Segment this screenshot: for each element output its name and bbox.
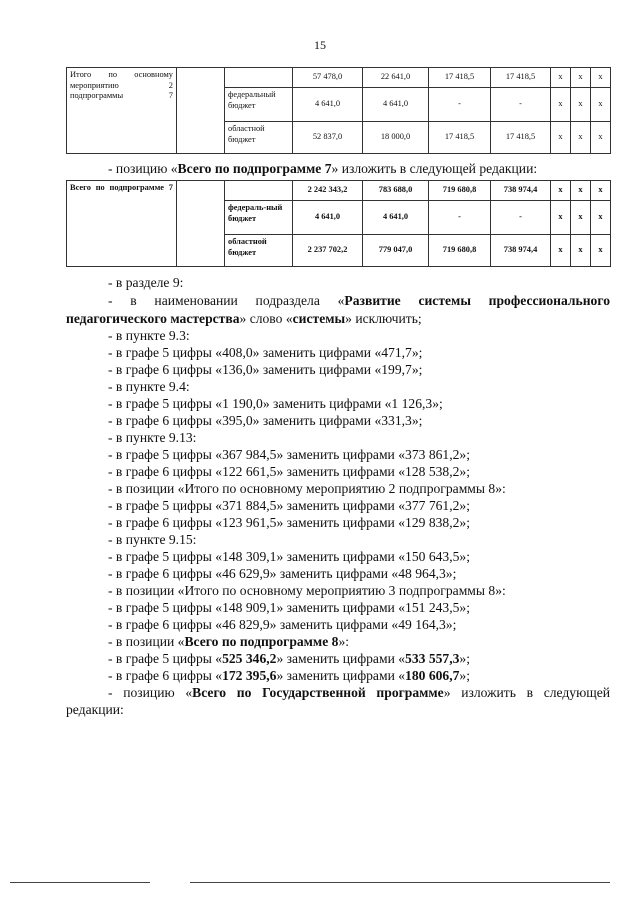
value-cell: - xyxy=(429,88,491,122)
paragraph-line: - в графе 6 цифры «172 395,6» заменить цифрами «180 606,7»; xyxy=(108,668,470,683)
paragraph-line: - в позиции «Всего по подпрограмме 8»: xyxy=(108,634,350,649)
value-cell: 779 047,0 xyxy=(363,235,429,267)
x-cell: x xyxy=(571,68,591,88)
value-cell: 17 418,5 xyxy=(491,68,551,88)
value-cell: 17 418,5 xyxy=(429,122,491,154)
value-cell: 4 641,0 xyxy=(293,88,363,122)
paragraph-line: - в графе 5 цифры «408,0» заменить цифрами «471,7»; xyxy=(108,345,423,360)
value-cell: - xyxy=(491,201,551,235)
x-cell: x xyxy=(571,88,591,122)
footer-divider xyxy=(10,882,150,883)
value-cell: 57 478,0 xyxy=(293,68,363,88)
x-cell: x xyxy=(571,122,591,154)
x-cell: x xyxy=(551,122,571,154)
paragraph-line: - в разделе 9: xyxy=(108,275,184,290)
source-cell: областной бюджет xyxy=(225,122,293,154)
paragraph-line: - позицию «Всего по подпрограмме 7» изложить в следующей редакции: xyxy=(108,161,538,176)
value-cell: 17 418,5 xyxy=(429,68,491,88)
source-cell xyxy=(225,181,293,201)
paragraph-line: - в пункте 9.4: xyxy=(108,379,190,394)
paragraph-line: - в позиции «Итого по основному мероприятию 2 подпрограммы 8»: xyxy=(108,481,506,496)
paragraph-line: - в графе 5 цифры «367 984,5» заменить цифрами «373 861,2»; xyxy=(108,447,470,462)
paragraph-line: - позицию «Всего по Государственной программе» изложить в следующей xyxy=(108,685,611,700)
paragraph-line: - в позиции «Итого по основному мероприятию 3 подпрограммы 8»: xyxy=(108,583,506,598)
value-cell: 4 641,0 xyxy=(293,201,363,235)
x-cell: x xyxy=(591,122,611,154)
value-cell: 18 000,0 xyxy=(363,122,429,154)
paragraph-line: - в графе 5 цифры «371 884,5» заменить цифрами «377 761,2»; xyxy=(108,498,470,513)
source-cell: федеральный бюджет xyxy=(225,88,293,122)
value-cell: 783 688,0 xyxy=(363,181,429,201)
page-number: 15 xyxy=(314,38,326,52)
paragraph-line: - в пункте 9.3: xyxy=(108,328,190,343)
value-cell: 17 418,5 xyxy=(491,122,551,154)
table-row xyxy=(67,181,611,201)
x-cell: x xyxy=(591,68,611,88)
x-cell: x xyxy=(571,201,591,235)
x-cell: x xyxy=(591,235,611,267)
x-cell: x xyxy=(591,181,611,201)
empty-cell xyxy=(177,181,225,267)
paragraph-line: редакции: xyxy=(66,702,124,717)
paragraph-line: - в графе 6 цифры «46 829,9» заменить цифрами «49 164,3»; xyxy=(108,617,457,632)
x-cell: x xyxy=(551,201,571,235)
value-cell: 22 641,0 xyxy=(363,68,429,88)
paragraph-line: - в пункте 9.15: xyxy=(108,532,197,547)
paragraph-line: - в графе 5 цифры «148 909,1» заменить цифрами «151 243,5»; xyxy=(108,600,470,615)
source-cell: федераль-ный бюджет xyxy=(225,201,293,235)
paragraph-line: педагогического мастерства» слово «системы» исключить; xyxy=(66,311,422,326)
paragraph-line: - в графе 5 цифры «525 346,2» заменить цифрами «533 557,3»; xyxy=(108,651,470,666)
paragraph-line: - в графе 6 цифры «395,0» заменить цифрами «331,3»; xyxy=(108,413,423,428)
footer-divider xyxy=(190,882,610,883)
source-cell: областной бюджет xyxy=(225,235,293,267)
table-row xyxy=(67,68,611,88)
value-cell: 738 974,4 xyxy=(491,181,551,201)
x-cell: x xyxy=(571,235,591,267)
value-cell: 52 837,0 xyxy=(293,122,363,154)
row-name-cell: Всего по подпрограмме 7 xyxy=(67,181,177,267)
x-cell: x xyxy=(551,88,571,122)
source-cell xyxy=(225,68,293,88)
value-cell: - xyxy=(429,201,491,235)
value-cell: 4 641,0 xyxy=(363,88,429,122)
x-cell: x xyxy=(571,181,591,201)
x-cell: x xyxy=(551,181,571,201)
x-cell: x xyxy=(591,201,611,235)
paragraph-line: - в графе 6 цифры «123 961,5» заменить цифрами «129 838,2»; xyxy=(108,515,470,530)
paragraph-line: - в графе 5 цифры «1 190,0» заменить цифрами «1 126,3»; xyxy=(108,396,443,411)
budget-table-subprogram-7-total xyxy=(66,180,611,267)
paragraph-line: - в графе 5 цифры «148 309,1» заменить цифрами «150 643,5»; xyxy=(108,549,470,564)
x-cell: x xyxy=(591,88,611,122)
paragraph-line: - в пункте 9.13: xyxy=(108,430,197,445)
value-cell: 2 237 702,2 xyxy=(293,235,363,267)
value-cell: 2 242 343,2 xyxy=(293,181,363,201)
paragraph-line: - в графе 6 цифры «122 661,5» заменить цифрами «128 538,2»; xyxy=(108,464,470,479)
value-cell: 4 641,0 xyxy=(363,201,429,235)
paragraph-line: - в наименовании подраздела «Развитие системы профессионального xyxy=(108,293,610,308)
row-name-cell: Итого по основному мероприятию 2 подпрограммы 7 xyxy=(67,68,177,154)
x-cell: x xyxy=(551,68,571,88)
value-cell: 719 680,8 xyxy=(429,181,491,201)
budget-table-subprogram-7-event-2 xyxy=(66,67,611,154)
paragraph-line: - в графе 6 цифры «46 629,9» заменить цифрами «48 964,3»; xyxy=(108,566,457,581)
x-cell: x xyxy=(551,235,571,267)
value-cell: 719 680,8 xyxy=(429,235,491,267)
paragraph-line: - в графе 6 цифры «136,0» заменить цифрами «199,7»; xyxy=(108,362,423,377)
value-cell: - xyxy=(491,88,551,122)
empty-cell xyxy=(177,68,225,154)
value-cell: 738 974,4 xyxy=(491,235,551,267)
